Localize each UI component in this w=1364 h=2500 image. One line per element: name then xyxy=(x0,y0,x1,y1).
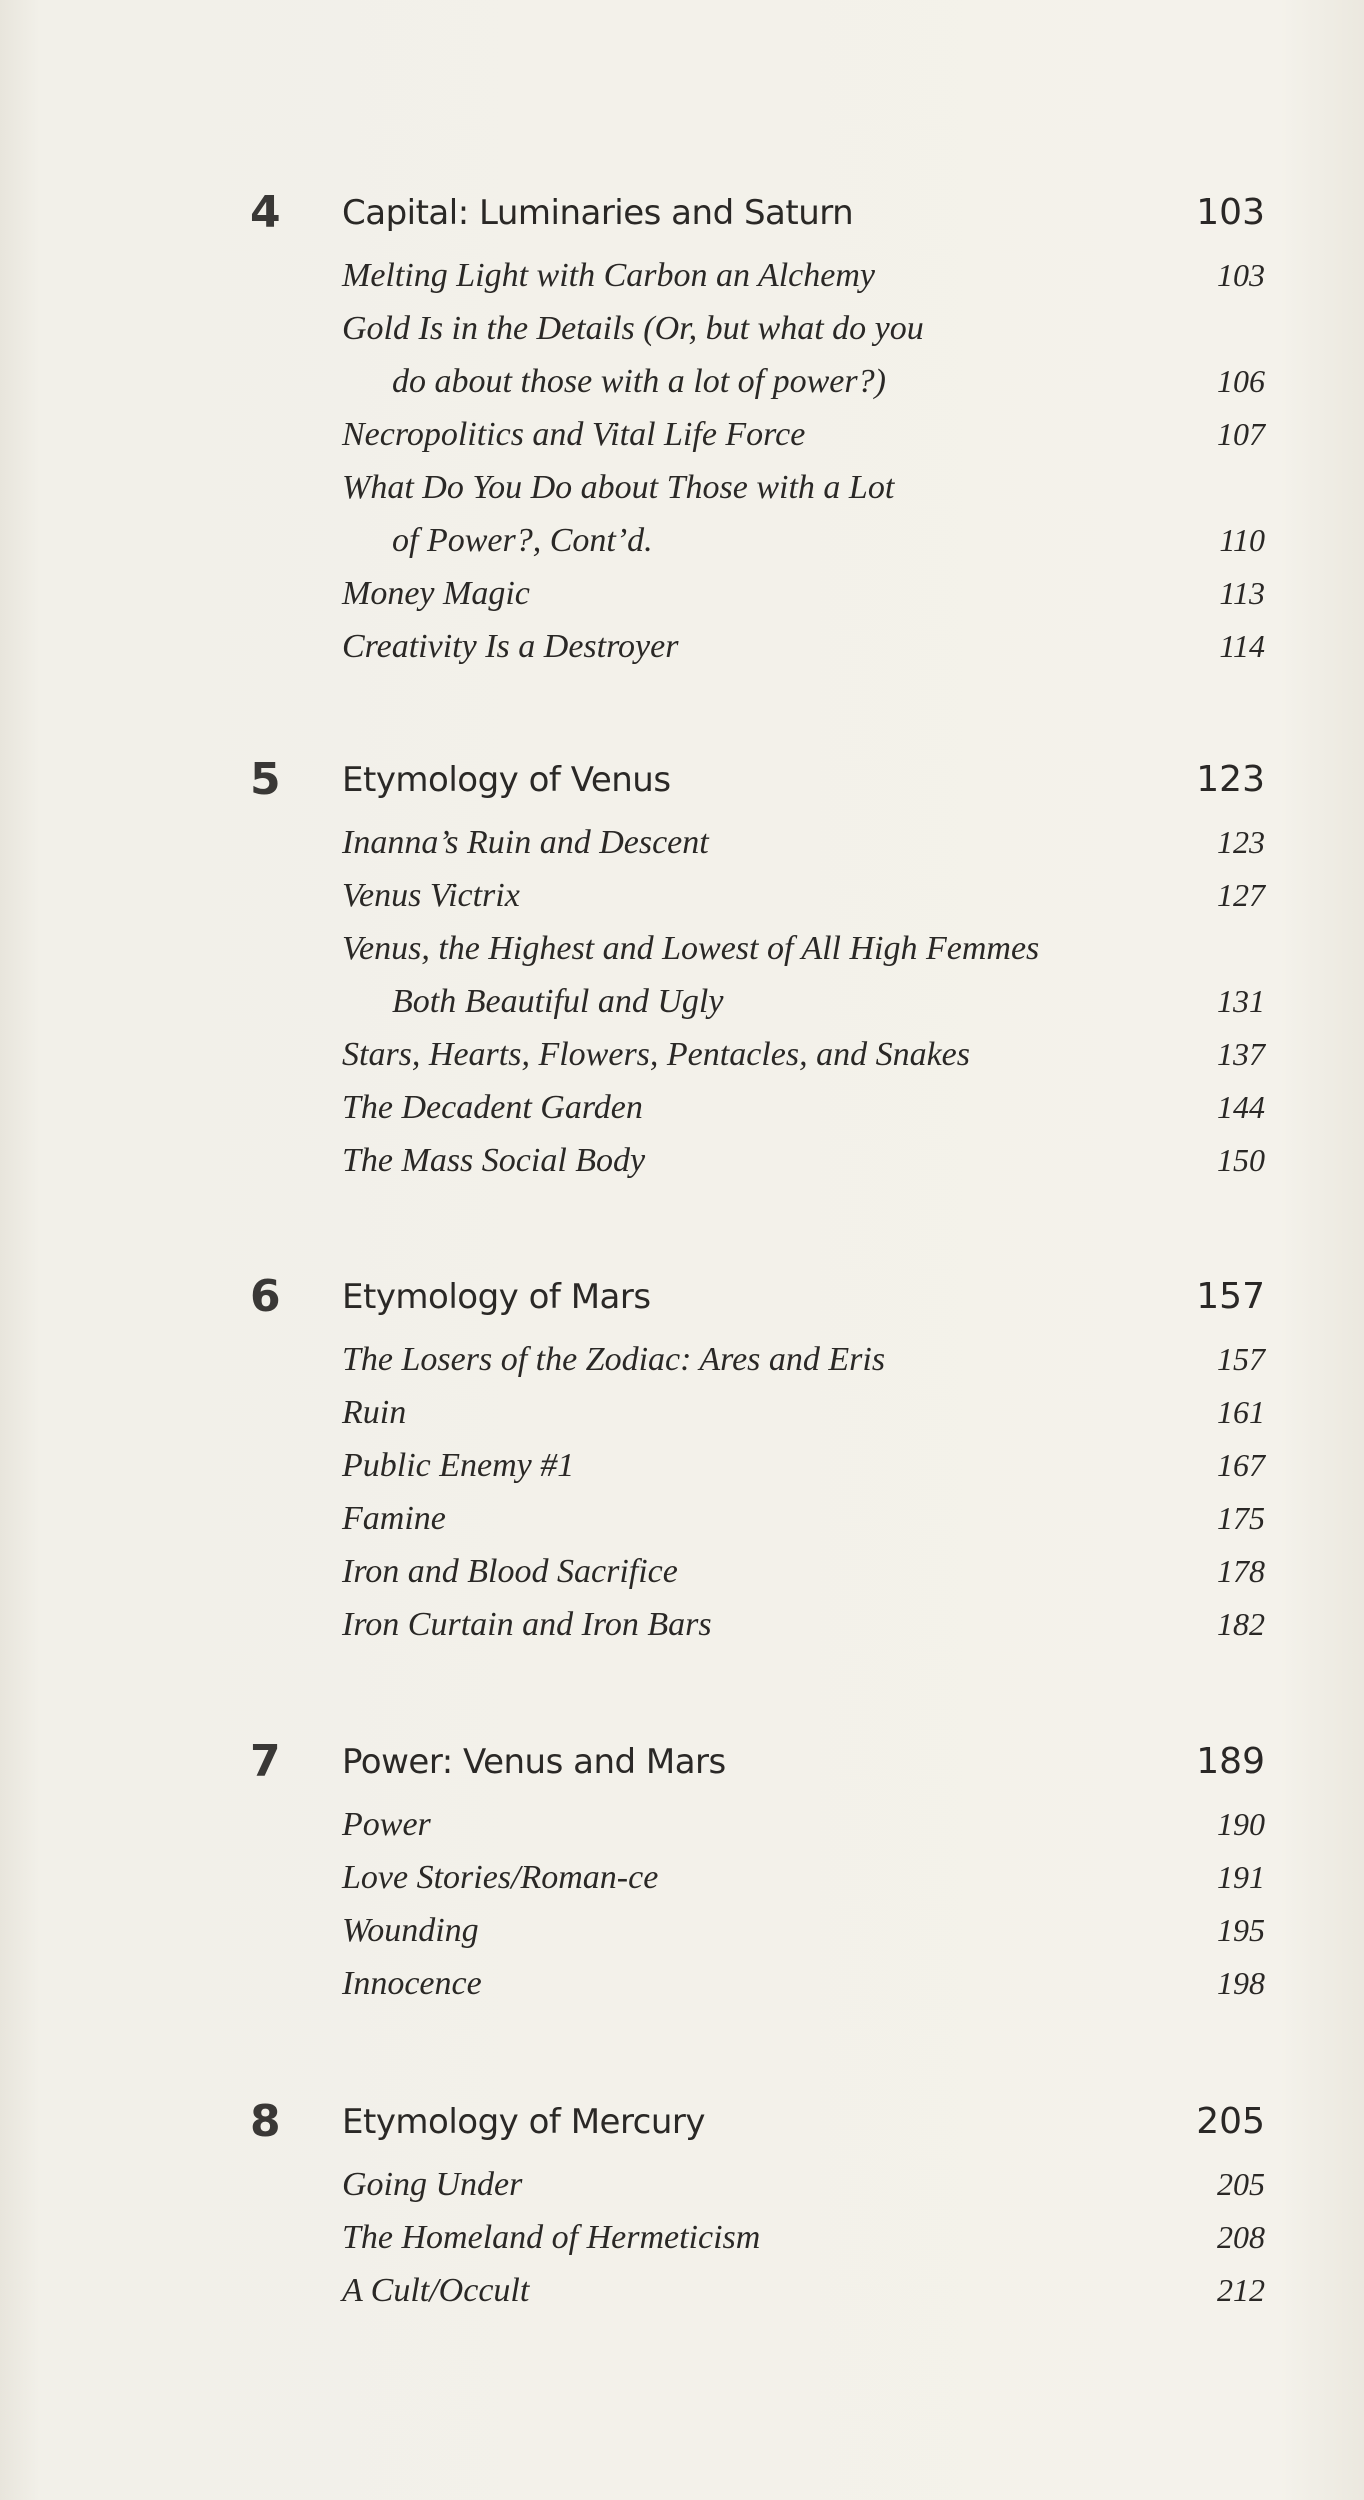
entry-page: 114 xyxy=(1219,628,1265,664)
entry-title: The Homeland of Hermeticism xyxy=(342,2219,761,2256)
toc-entry xyxy=(250,1545,1270,1598)
entry-title: Money Magic xyxy=(342,575,530,612)
chapter-entries xyxy=(250,1333,1270,1651)
chapter-number: 6 xyxy=(250,1271,281,1322)
entry-page: 150 xyxy=(1217,1142,1265,1178)
entry-page: 107 xyxy=(1217,416,1265,452)
toc-entry xyxy=(250,620,1270,673)
entry-title: Creativity Is a Destroyer xyxy=(342,628,679,665)
chapter-page-number: 123 xyxy=(1196,759,1265,800)
entry-title: Public Enemy #1 xyxy=(342,1447,575,1484)
entry-page: 178 xyxy=(1217,1553,1265,1589)
toc-entry xyxy=(250,1598,1270,1651)
toc-entry xyxy=(250,1957,1270,2010)
chapter-number: 7 xyxy=(250,1736,281,1787)
toc-entry xyxy=(250,1028,1270,1081)
chapter-4 xyxy=(250,183,1270,673)
chapter-number: 8 xyxy=(250,2096,281,2147)
entry-page: 127 xyxy=(1217,877,1265,913)
chapter-title: Etymology of Mercury xyxy=(342,2102,706,2142)
entry-title: Iron Curtain and Iron Bars xyxy=(342,1606,712,1643)
chapter-number: 4 xyxy=(250,187,281,238)
entry-title-continued: of Power?, Cont’d. xyxy=(392,522,653,559)
toc-entry xyxy=(250,1134,1270,1187)
entry-title: Iron and Blood Sacrifice xyxy=(342,1553,678,1590)
entry-title-continued: do about those with a lot of power?) xyxy=(392,363,886,400)
entry-page: 198 xyxy=(1217,1965,1265,2001)
toc-entry xyxy=(250,1851,1270,1904)
entry-title: Power xyxy=(342,1806,431,1843)
chapter-number: 5 xyxy=(250,754,281,805)
entry-title: Love Stories/Roman-ce xyxy=(342,1859,659,1896)
entry-page: 182 xyxy=(1217,1606,1265,1642)
entry-page: 103 xyxy=(1217,257,1265,293)
chapter-heading xyxy=(250,183,1270,243)
chapter-title: Etymology of Venus xyxy=(342,760,671,800)
entry-page: 123 xyxy=(1217,824,1265,860)
chapter-entries xyxy=(250,1798,1270,2010)
chapter-page-number: 205 xyxy=(1196,2101,1265,2142)
entry-page: 113 xyxy=(1219,575,1265,611)
entry-page: 137 xyxy=(1217,1036,1265,1072)
entry-page: 190 xyxy=(1217,1806,1265,1842)
toc-entry xyxy=(250,1386,1270,1439)
chapter-page-number: 103 xyxy=(1196,192,1265,233)
entry-title: Inanna’s Ruin and Descent xyxy=(342,824,709,861)
chapter-page-number: 189 xyxy=(1196,1741,1265,1782)
toc-entry xyxy=(250,2158,1270,2211)
entry-title: Famine xyxy=(342,1500,446,1537)
chapter-title: Etymology of Mars xyxy=(342,1277,651,1317)
entry-title: A Cult/Occult xyxy=(342,2272,530,2309)
chapter-title: Capital: Luminaries and Saturn xyxy=(342,193,854,233)
entry-title: Wounding xyxy=(342,1912,479,1949)
entry-title: The Decadent Garden xyxy=(342,1089,643,1126)
chapter-5 xyxy=(250,750,1270,1187)
entry-title: Melting Light with Carbon an Alchemy xyxy=(342,257,875,294)
toc-entry xyxy=(250,1081,1270,1134)
chapter-heading xyxy=(250,1267,1270,1327)
toc-entry xyxy=(250,869,1270,922)
toc-entry xyxy=(250,1798,1270,1851)
toc-entry xyxy=(250,302,1270,408)
entry-title: What Do You Do about Those with a Lot xyxy=(342,469,895,506)
chapter-heading xyxy=(250,750,1270,810)
chapter-8 xyxy=(250,2092,1270,2317)
chapter-page-number: 157 xyxy=(1196,1276,1265,1317)
entry-page: 205 xyxy=(1217,2166,1265,2202)
toc-entry xyxy=(250,567,1270,620)
entry-page: 208 xyxy=(1217,2219,1265,2255)
entry-title: Going Under xyxy=(342,2166,523,2203)
chapter-entries xyxy=(250,816,1270,1187)
toc-entry xyxy=(250,1439,1270,1492)
entry-page: 191 xyxy=(1217,1859,1265,1895)
entry-title: Venus, the Highest and Lowest of All High Femmes xyxy=(342,930,1040,967)
entry-title: The Losers of the Zodiac: Ares and Eris xyxy=(342,1341,886,1378)
toc-entry xyxy=(250,1904,1270,1957)
entry-page: 157 xyxy=(1217,1341,1265,1377)
toc-entry xyxy=(250,461,1270,567)
chapter-6 xyxy=(250,1267,1270,1651)
entry-page: 144 xyxy=(1217,1089,1265,1125)
toc-entry xyxy=(250,816,1270,869)
chapter-entries xyxy=(250,249,1270,673)
chapter-entries xyxy=(250,2158,1270,2317)
entry-title: Gold Is in the Details (Or, but what do you xyxy=(342,310,924,347)
chapter-title: Power: Venus and Mars xyxy=(342,1742,726,1782)
entry-page: 167 xyxy=(1217,1447,1265,1483)
entry-page: 175 xyxy=(1217,1500,1265,1536)
toc-entry xyxy=(250,408,1270,461)
toc-entry xyxy=(250,2211,1270,2264)
entry-title: Innocence xyxy=(342,1965,482,2002)
entry-title: Venus Victrix xyxy=(342,877,520,914)
toc-entry xyxy=(250,1492,1270,1545)
entry-page: 195 xyxy=(1217,1912,1265,1948)
entry-page: 131 xyxy=(1217,983,1265,1019)
toc-entry xyxy=(250,1333,1270,1386)
chapter-heading xyxy=(250,2092,1270,2152)
entry-page: 106 xyxy=(1217,363,1265,399)
toc-entry xyxy=(250,922,1270,1028)
entry-title: The Mass Social Body xyxy=(342,1142,646,1179)
toc-entry xyxy=(250,2264,1270,2317)
chapter-7 xyxy=(250,1732,1270,2010)
entry-title: Ruin xyxy=(342,1394,407,1431)
toc-entry xyxy=(250,249,1270,302)
entry-title-continued: Both Beautiful and Ugly xyxy=(392,983,724,1020)
chapter-heading xyxy=(250,1732,1270,1792)
entry-title: Necropolitics and Vital Life Force xyxy=(342,416,806,453)
entry-title: Stars, Hearts, Flowers, Pentacles, and Snakes xyxy=(342,1036,970,1073)
entry-page: 212 xyxy=(1217,2272,1265,2308)
entry-page: 161 xyxy=(1217,1394,1265,1430)
table-of-contents xyxy=(250,0,1270,2500)
entry-page: 110 xyxy=(1219,522,1265,558)
